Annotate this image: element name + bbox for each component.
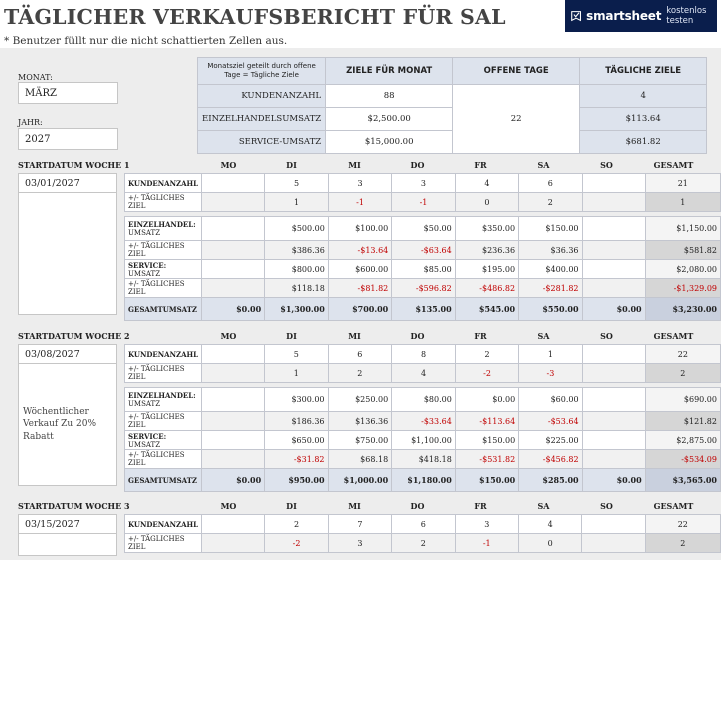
day-value-cell: 0	[518, 534, 581, 553]
row-label: +/- TÄGLICHES ZIEL	[125, 450, 202, 469]
daily-goal-value: $681.82	[580, 131, 707, 154]
day-entry-cell[interactable]: $350.00	[455, 217, 518, 241]
year-input[interactable]: 2027	[18, 128, 118, 150]
day-header: DI	[286, 331, 297, 341]
day-value-cell: $550.00	[519, 298, 582, 321]
day-value-cell: -$596.82	[392, 279, 455, 298]
day-header: MO	[220, 160, 237, 170]
day-entry-cell[interactable]: 2	[455, 345, 518, 364]
day-entry-cell[interactable]: 5	[265, 174, 329, 193]
day-value-cell: $418.18	[392, 450, 456, 469]
day-value-cell	[202, 241, 265, 260]
day-value-cell: -$456.82	[519, 450, 582, 469]
week-start-date-input[interactable]: 03/01/2027	[18, 173, 117, 193]
day-header: SO	[600, 331, 613, 341]
day-value-cell: 3	[328, 534, 391, 553]
row-label: GESAMTUMSATZ	[125, 298, 202, 321]
row-label: +/- TÄGLICHES ZIEL	[125, 364, 202, 383]
day-entry-cell[interactable]: 4	[455, 174, 518, 193]
day-value-cell: $186.36	[265, 412, 328, 431]
day-header: GESAMT	[653, 331, 694, 341]
day-entry-cell[interactable]	[202, 260, 265, 279]
day-value-cell: -2	[455, 364, 518, 383]
day-value-cell: $36.36	[519, 241, 582, 260]
day-entry-cell[interactable]: 3	[455, 515, 518, 534]
row-label: GESAMTUMSATZ	[125, 469, 202, 492]
day-value-cell: $545.00	[455, 298, 518, 321]
week-total-cell: 22	[645, 515, 720, 534]
day-value-cell: $136.36	[328, 412, 392, 431]
row-label: +/- TÄGLICHES ZIEL	[125, 279, 202, 298]
day-value-cell	[202, 450, 265, 469]
day-value-cell	[582, 193, 645, 212]
day-entry-cell[interactable]: $1,100.00	[392, 431, 456, 450]
day-value-cell: -$63.64	[392, 241, 455, 260]
row-service	[125, 260, 721, 279]
week-total-cell: 1	[645, 193, 720, 212]
smartsheet-banner[interactable]	[565, 0, 717, 32]
day-value-cell: $0.00	[202, 298, 265, 321]
day-value-cell: -2	[265, 534, 328, 553]
day-header: DI	[286, 160, 297, 170]
day-value-cell	[582, 241, 645, 260]
row-label: KUNDENANZAHL	[125, 174, 202, 193]
week-total-cell: $3,565.00	[645, 469, 720, 492]
day-entry-cell[interactable]: 2	[265, 515, 328, 534]
open-days-input[interactable]: 22	[453, 85, 580, 154]
day-value-cell: $1,000.00	[328, 469, 392, 492]
day-value-cell: $236.36	[455, 241, 518, 260]
day-header: FR	[474, 331, 487, 341]
row-total	[125, 469, 721, 492]
day-header: DO	[410, 501, 425, 511]
day-value-cell: -$113.64	[455, 412, 518, 431]
week-total-cell: -$534.09	[645, 450, 720, 469]
row-label: +/- TÄGLICHES ZIEL	[125, 241, 202, 260]
daily-goal-value: $113.64	[580, 108, 707, 131]
day-entry-cell[interactable]: $100.00	[328, 217, 391, 241]
day-header: DO	[410, 160, 425, 170]
report-sheet	[0, 48, 721, 560]
day-entry-cell[interactable]: $60.00	[519, 388, 582, 412]
day-entry-cell[interactable]	[202, 345, 265, 364]
day-entry-cell[interactable]	[202, 431, 265, 450]
day-value-cell: $1,180.00	[392, 469, 456, 492]
week-notes-input[interactable]: Wöchentlicher Verkauf Zu 20% Rabatt	[18, 364, 117, 486]
year-label: JAHR:	[18, 118, 43, 127]
day-header: SO	[600, 160, 613, 170]
day-value-cell	[202, 364, 265, 383]
week-notes-input[interactable]	[18, 534, 117, 556]
day-value-cell: $285.00	[519, 469, 582, 492]
row-customers	[125, 345, 721, 364]
day-value-cell: -$81.82	[328, 279, 391, 298]
week-start-date-input[interactable]: 03/08/2027	[18, 344, 117, 364]
day-value-cell: -1	[392, 193, 455, 212]
day-entry-cell[interactable]: $150.00	[519, 217, 582, 241]
day-entry-cell[interactable]: $750.00	[328, 431, 392, 450]
day-entry-cell[interactable]: $800.00	[265, 260, 329, 279]
day-value-cell	[582, 279, 645, 298]
day-value-cell: -$486.82	[455, 279, 518, 298]
row-label: +/- TÄGLICHES ZIEL	[125, 534, 202, 553]
month-input[interactable]: MÄRZ	[18, 82, 118, 104]
day-header: GESAMT	[653, 160, 694, 170]
week-total-cell: -$1,329.09	[645, 279, 720, 298]
week-total-cell: $121.82	[645, 412, 720, 431]
row-retail-diff	[125, 412, 721, 431]
day-value-cell: 0	[455, 193, 518, 212]
month-goals-header: ZIELE FÜR MONAT	[326, 58, 453, 85]
week-total-cell: $1,150.00	[645, 217, 720, 241]
day-value-cell: $700.00	[328, 298, 391, 321]
day-value-cell	[202, 534, 265, 553]
open-days-header: OFFENE TAGE	[453, 58, 580, 85]
week-section	[0, 501, 721, 701]
page-title: TÄGLICHER VERKAUFSBERICHT FÜR SAL	[4, 5, 506, 29]
day-entry-cell[interactable]: $50.00	[392, 217, 455, 241]
week-table	[124, 173, 721, 321]
day-value-cell	[582, 450, 645, 469]
goal-month-service-input[interactable]: $15,000.00	[326, 131, 453, 154]
day-value-cell: $150.00	[455, 469, 518, 492]
day-entry-cell[interactable]: 5	[265, 345, 328, 364]
day-value-cell: $1,300.00	[265, 298, 329, 321]
day-value-cell: 2	[328, 364, 392, 383]
day-header: MI	[348, 331, 361, 341]
day-value-cell: -1	[455, 534, 518, 553]
week-total-cell: $690.00	[645, 388, 720, 412]
goal-row-label: SERVICE-UMSATZ	[198, 131, 326, 154]
day-value-cell: -3	[519, 364, 582, 383]
row-customers	[125, 174, 721, 193]
day-entry-cell[interactable]: $80.00	[392, 388, 456, 412]
day-entry-cell[interactable]	[582, 260, 645, 279]
day-entry-cell[interactable]: $0.00	[455, 388, 518, 412]
row-retail-diff	[125, 241, 721, 260]
row-label: +/- TÄGLICHES ZIEL	[125, 193, 202, 212]
day-value-cell: 4	[392, 364, 456, 383]
day-entry-cell[interactable]: $150.00	[455, 431, 518, 450]
day-entry-cell[interactable]: 6	[519, 174, 582, 193]
week-total-cell: $2,875.00	[645, 431, 720, 450]
day-entry-cell[interactable]: $600.00	[328, 260, 391, 279]
day-header: DI	[286, 501, 297, 511]
week-total-cell: $581.82	[645, 241, 720, 260]
month-label: MONAT:	[18, 73, 53, 82]
day-entry-cell[interactable]: $250.00	[328, 388, 392, 412]
row-service-diff	[125, 450, 721, 469]
week-title: STARTDATUM WOCHE 1	[18, 160, 130, 170]
day-entry-cell[interactable]: $400.00	[519, 260, 582, 279]
day-header: MO	[220, 501, 237, 511]
week-section	[0, 160, 721, 360]
day-entry-cell[interactable]: $500.00	[265, 217, 329, 241]
day-value-cell	[582, 364, 645, 383]
day-value-cell: $0.00	[582, 298, 645, 321]
row-label: EINZELHANDEL: UMSATZ	[125, 217, 202, 241]
row-label: SERVICE: UMSATZ	[125, 431, 202, 450]
row-label: SERVICE: UMSATZ	[125, 260, 202, 279]
day-value-cell: -$13.64	[328, 241, 391, 260]
week-total-cell: 2	[645, 364, 720, 383]
brand-name: smartsheet	[586, 9, 662, 23]
week-notes-input[interactable]	[18, 193, 117, 315]
week-total-cell: $3,230.00	[645, 298, 720, 321]
row-label: EINZELHANDEL: UMSATZ	[125, 388, 202, 412]
row-customers-diff	[125, 364, 721, 383]
row-label: +/- TÄGLICHES ZIEL	[125, 412, 202, 431]
day-value-cell: 1	[265, 193, 329, 212]
day-value-cell	[582, 534, 645, 553]
day-value-cell: -1	[328, 193, 391, 212]
day-value-cell: $0.00	[202, 469, 265, 492]
daily-goal-value: 4	[580, 85, 707, 108]
row-label: KUNDENANZAHL	[125, 515, 202, 534]
row-customers	[125, 515, 721, 534]
row-retail	[125, 217, 721, 241]
week-total-cell: 22	[645, 345, 720, 364]
day-value-cell	[202, 412, 265, 431]
day-value-cell: 2	[392, 534, 455, 553]
day-header: MI	[348, 160, 361, 170]
day-entry-cell[interactable]	[582, 217, 645, 241]
day-value-cell	[202, 279, 265, 298]
day-value-cell: $386.36	[265, 241, 329, 260]
row-label: KUNDENANZAHL	[125, 345, 202, 364]
goal-month-customers-input[interactable]: 88	[326, 85, 453, 108]
day-value-cell: $135.00	[392, 298, 455, 321]
day-value-cell: $0.00	[582, 469, 645, 492]
week-title: STARTDATUM WOCHE 3	[18, 501, 130, 511]
day-entry-cell[interactable]	[582, 174, 645, 193]
day-header: MI	[348, 501, 361, 511]
day-entry-cell[interactable]: 8	[392, 345, 456, 364]
goals-note: Monatsziel geteilt durch offene Tage = Tägliche Ziele	[198, 58, 326, 85]
instructions-note: * Benutzer füllt nur die nicht schattierten Zellen aus.	[4, 35, 288, 47]
day-entry-cell[interactable]: 1	[519, 345, 582, 364]
day-entry-cell[interactable]: $650.00	[265, 431, 328, 450]
day-entry-cell[interactable]: $195.00	[455, 260, 518, 279]
day-header: SA	[537, 331, 550, 341]
row-service	[125, 431, 721, 450]
goals-table	[197, 57, 707, 154]
day-value-cell: $68.18	[328, 450, 392, 469]
day-entry-cell[interactable]	[582, 388, 645, 412]
day-entry-cell[interactable]	[202, 515, 265, 534]
day-value-cell: 2	[519, 193, 582, 212]
daily-goals-header: TÄGLICHE ZIELE	[580, 58, 707, 85]
goal-row-label: KUNDENANZAHL	[198, 85, 326, 108]
day-value-cell: $950.00	[265, 469, 328, 492]
day-header: SA	[537, 160, 550, 170]
day-entry-cell[interactable]: 6	[328, 345, 392, 364]
day-entry-cell[interactable]	[202, 388, 265, 412]
day-header: SA	[537, 501, 550, 511]
day-entry-cell[interactable]: 3	[328, 174, 391, 193]
row-customers-diff	[125, 534, 721, 553]
day-entry-cell[interactable]	[202, 174, 265, 193]
day-value-cell: -$31.82	[265, 450, 328, 469]
day-entry-cell[interactable]: $225.00	[519, 431, 582, 450]
free-trial-link[interactable]: kostenlos testen	[666, 6, 707, 26]
week-start-date-input[interactable]: 03/15/2027	[18, 514, 117, 534]
day-header: MO	[220, 331, 237, 341]
row-retail	[125, 388, 721, 412]
day-value-cell: -$33.64	[392, 412, 456, 431]
week-title: STARTDATUM WOCHE 2	[18, 331, 130, 341]
week-total-cell: $2,080.00	[645, 260, 720, 279]
day-entry-cell[interactable]	[582, 345, 645, 364]
week-total-cell: 21	[645, 174, 720, 193]
day-value-cell: 1	[265, 364, 328, 383]
day-header: SO	[600, 501, 613, 511]
day-entry-cell[interactable]: $300.00	[265, 388, 328, 412]
day-entry-cell[interactable]: $85.00	[392, 260, 455, 279]
day-entry-cell[interactable]: 7	[328, 515, 391, 534]
row-service-diff	[125, 279, 721, 298]
day-value-cell: -$53.64	[519, 412, 582, 431]
day-header: FR	[474, 501, 487, 511]
row-customers-diff	[125, 193, 721, 212]
day-entry-cell[interactable]: 6	[392, 515, 455, 534]
day-entry-cell[interactable]: 4	[518, 515, 581, 534]
smartsheet-logo-icon	[571, 8, 581, 24]
day-entry-cell[interactable]: 3	[392, 174, 455, 193]
day-entry-cell[interactable]	[582, 515, 645, 534]
row-total	[125, 298, 721, 321]
week-table	[124, 344, 721, 492]
day-value-cell	[582, 412, 645, 431]
week-table	[124, 514, 721, 553]
day-value-cell: -$531.82	[455, 450, 518, 469]
day-value-cell	[202, 193, 265, 212]
day-entry-cell[interactable]	[202, 217, 265, 241]
day-header: FR	[474, 160, 487, 170]
day-header: GESAMT	[653, 501, 694, 511]
day-entry-cell[interactable]	[582, 431, 645, 450]
day-value-cell: -$281.82	[519, 279, 582, 298]
day-header: DO	[410, 331, 425, 341]
week-total-cell: 2	[645, 534, 720, 553]
day-value-cell: $118.18	[265, 279, 329, 298]
goal-row-label: EINZELHANDELSUMSATZ	[198, 108, 326, 131]
goal-month-retail-input[interactable]: $2,500.00	[326, 108, 453, 131]
